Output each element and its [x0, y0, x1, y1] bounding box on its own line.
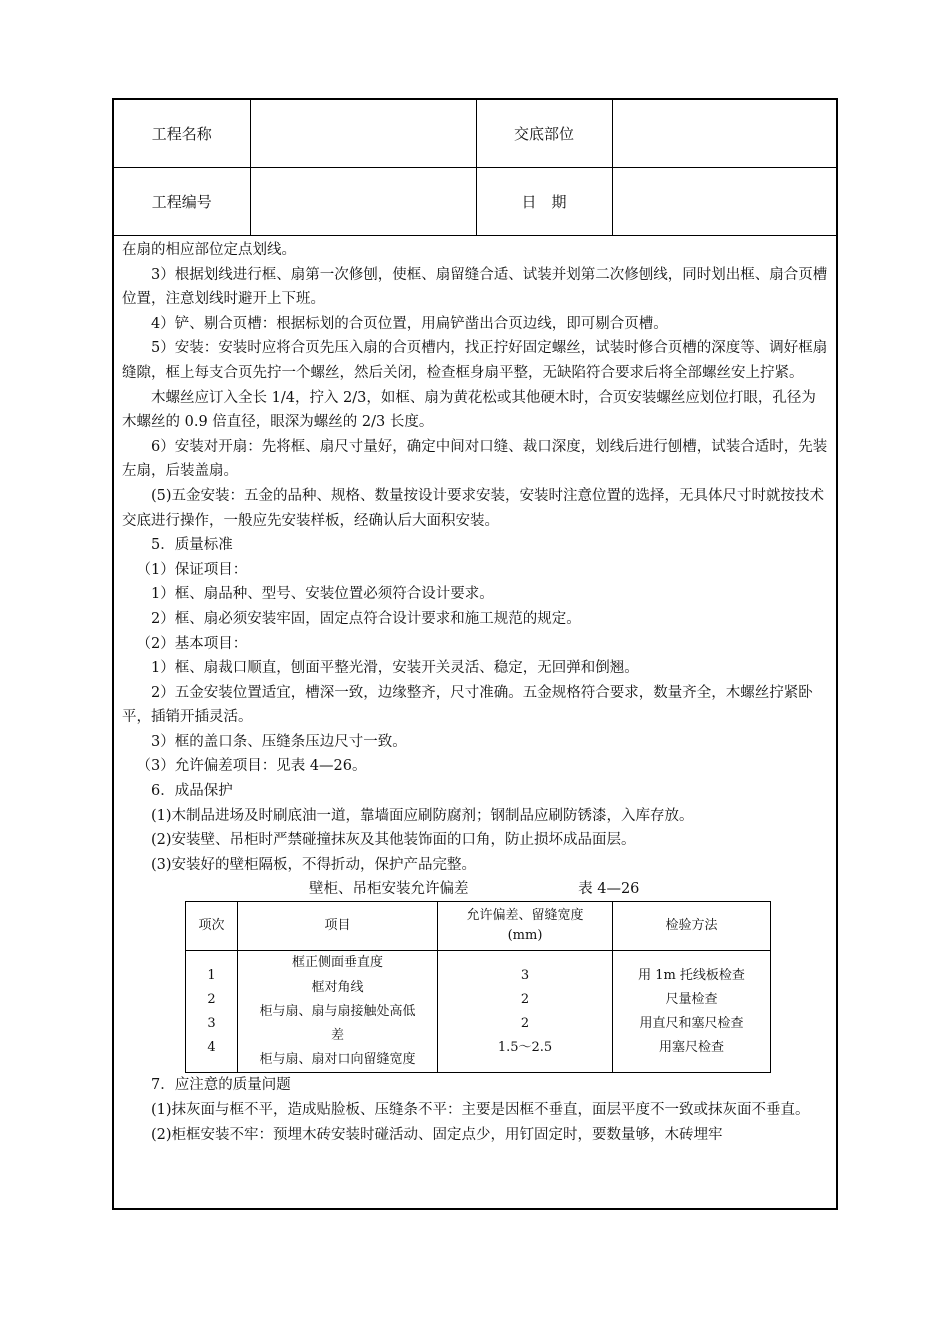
col-item-header: 项目 — [238, 902, 438, 951]
paragraph: 5．质量标准 — [151, 537, 233, 554]
content-body — [122, 238, 830, 1147]
paragraphs-before-table — [122, 238, 830, 877]
paragraph: （1）保证项目： — [136, 561, 248, 578]
paragraphs-after-table — [122, 1073, 830, 1147]
paragraph: 木螺丝应订入全长 1/4，拧入 2/3，如框、扇为黄花松或其他硬木时，合页安装螺丝应划位打眼，孔径为木螺丝的 0.9 倍直径，眼深为螺丝的 2/3 长度。 — [122, 389, 816, 431]
paragraph: 3）根据划线进行框、扇第一次修刨，使框、扇留缝合适、试装并划第二次修刨线，同时划出框、扇合页槽位置，注意划线时避开上下班。 — [122, 266, 828, 308]
paragraph: 在扇的相应部位定点划线。 — [122, 242, 296, 258]
table-title: 壁柜、吊柜安装允许偏差 — [309, 881, 469, 898]
paragraph: (3)安装好的壁柜隔板，不得折动，保护产品完整。 — [151, 856, 477, 873]
paragraph: 2）五金安装位置适宜，槽深一致，边缘整齐，尺寸准确。五金规格符合要求，数量齐全，木螺丝拧紧卧平，插销开插灵活。 — [122, 684, 813, 726]
paragraph: 7．应注意的质量问题 — [151, 1077, 291, 1094]
item-text: 差 — [330, 1028, 344, 1044]
table-number: 表 4—26 — [578, 881, 640, 898]
tolerance-value: 3 — [520, 967, 530, 983]
paragraph: （2）基本项目： — [136, 635, 248, 652]
disclosure-part-label: 交底部位 — [476, 100, 612, 168]
seq-cell — [186, 951, 238, 1073]
paragraph: 1）框、扇裁口顺直，刨面平整光滑，安装开关灵活、稳定，无回弹和倒翘。 — [151, 660, 639, 677]
project-name-label: 工程名称 — [114, 100, 250, 168]
deviation-table — [185, 901, 771, 1073]
col-seq-header: 项次 — [186, 902, 238, 951]
paragraph: (2)安装壁、吊柜时严禁碰撞抹灰及其他装饰面的口角，防止损坏成品面层。 — [151, 832, 636, 849]
method-cell — [613, 951, 771, 1073]
project-name-value — [250, 100, 476, 168]
paragraph: 4）铲、剔合页槽：根据标划的合页位置，用扁铲凿出合页边线，即可剔合页槽。 — [151, 315, 668, 332]
paragraph: (2)柜框安装不牢：预埋木砖安装时碰活动、固定点少，用钉固定时，要数量够，木砖埋牢 — [151, 1126, 723, 1143]
seq-number: 3 — [207, 1015, 216, 1031]
seq-number: 2 — [207, 991, 216, 1007]
col-tolerance-header — [438, 902, 613, 951]
paragraph: （3）允许偏差项目：见表 4—26。 — [136, 758, 367, 775]
paragraph: 2）框、扇必须安装牢固，固定点符合设计要求和施工规范的规定。 — [151, 610, 581, 627]
item-text: 柜与扇、扇对口向留缝宽度 — [259, 1052, 416, 1068]
tolerance-cell — [438, 951, 613, 1073]
date-label: 日 期 — [476, 168, 612, 236]
tolerance-header-line1: 允许偏差、留缝宽度 — [466, 908, 584, 924]
method-text: 用 1m 托线板检查 — [638, 967, 745, 983]
tolerance-value: 1.5～2.5 — [497, 1040, 553, 1056]
paragraph: (5)五金安装：五金的品种、规格、数量按设计要求安装，安装时注意位置的选择，无具体尺寸时就按技术交底进行操作，一般应先安装样板，经确认后大面积安装。 — [122, 487, 825, 529]
method-text: 尺量检查 — [665, 991, 718, 1007]
project-no-value — [250, 168, 476, 236]
date-value — [612, 168, 836, 236]
seq-number: 1 — [207, 967, 216, 983]
item-text: 柜与扇、扇与扇接触处高低 — [259, 1003, 416, 1019]
paragraph: (1)抹灰面与框不平，造成贴脸板、压缝条不平：主要是因框不垂直，面层平度不一致或抹灰面不垂直。 — [151, 1102, 810, 1119]
tolerance-value: 2 — [520, 1015, 530, 1031]
item-text: 框对角线 — [311, 979, 364, 995]
method-text: 用直尺和塞尺检查 — [639, 1015, 744, 1031]
tolerance-value: 2 — [520, 991, 530, 1007]
items-cell — [238, 951, 438, 1073]
paragraph: 1）框、扇品种、型号、安装位置必须符合设计要求。 — [151, 586, 494, 603]
disclosure-sheet — [112, 98, 838, 1210]
project-no-label: 工程编号 — [114, 168, 250, 236]
tolerance-header-line2: (mm) — [507, 928, 543, 944]
paragraph: 5）安装：安装时应将合页先压入扇的合页槽内，找正拧好固定螺丝，试装时修合页槽的深度等、调好框扇缝隙，框上每支合页先拧一个螺丝，然后关闭，检查框身扇平整，无缺陷符合要求后将全部螺丝安上拧紧。 — [122, 340, 828, 381]
paragraph: 6）安装对开扇：先将框、扇尺寸量好，确定中间对口缝、裁口深度，划线后进行刨槽，试装合适时，先装左扇，后装盖扇。 — [122, 438, 828, 480]
paragraph: 6．成品保护 — [151, 783, 233, 800]
disclosure-part-value — [612, 100, 836, 168]
seq-number: 4 — [207, 1040, 216, 1056]
col-method-header: 检验方法 — [613, 902, 771, 951]
paragraph: (1)木制品进场及时刷底油一道，靠墙面应刷防腐剂；钢制品应刷防锈漆，入库存放。 — [151, 807, 694, 824]
item-text: 框正侧面垂直度 — [291, 955, 383, 971]
paragraph: 3）框的盖口条、压缝条压边尺寸一致。 — [151, 733, 407, 750]
table-caption — [122, 877, 830, 901]
header-table — [114, 100, 836, 236]
method-text: 用塞尺检查 — [658, 1040, 724, 1056]
